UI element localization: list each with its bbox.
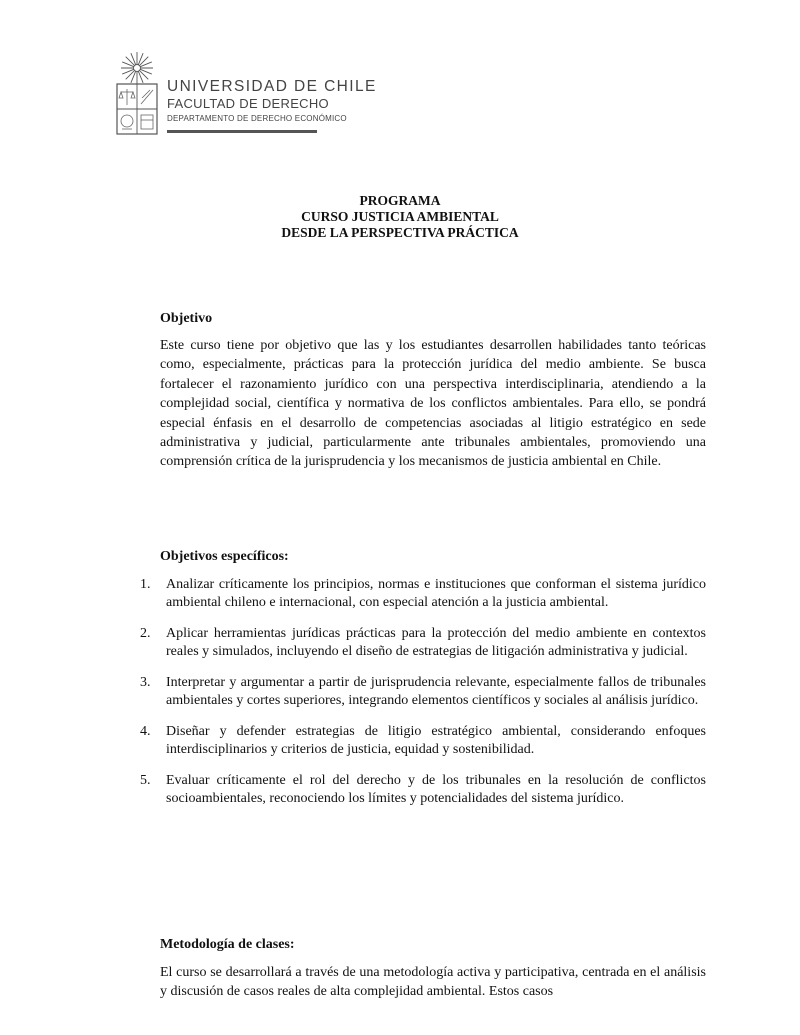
objective-heading: Objetivo [160, 311, 213, 326]
program-title-line-2: CURSO JUSTICIA AMBIENTAL [301, 209, 499, 224]
university-name: UNIVERSIDAD DE CHILE [167, 78, 377, 95]
list-item [140, 625, 706, 661]
faculty-name: FACULTAD DE DERECHO [167, 96, 329, 111]
university-crest-logo [112, 50, 162, 135]
program-title-line-3: DESDE LA PERSPECTIVA PRÁCTICA [281, 225, 519, 240]
list-item-text: Aplicar herramientas jurídicas prácticas para la protección del medio ambiente en contextos reales y simulados, incluyendo el diseño de estrategias de litigación administrativa y judicial. [166, 626, 706, 659]
program-title-line-1: PROGRAMA [359, 193, 441, 208]
objective-paragraph: Este curso tiene por objetivo que las y los estudiantes desarrollen habilidades tanto teóricas como, especialmente, prácticas para la protección jurídica del medio ambiente. Se busca fortalecer el razonamiento jurídico con una perspectiva interdisciplinaria, atendiendo a la complejidad social, científica y normativa de los conflictos ambientales. Para ello, se pondrá especial énfasis en el desarrollo de competencias asociadas al litigio estratégico en sede administrativa y judicial, particularmente ante tribunales ambientales, promoviendo una comprensión crítica de la jurisprudencia y los mecanismos de justicia ambiental en Chile. [160, 338, 706, 470]
list-item-number: 5. [140, 773, 151, 789]
list-item [140, 723, 706, 759]
list-item-number: 1. [140, 577, 151, 592]
specific-objectives-heading: Objetivos específicos: [160, 549, 289, 564]
methodology-paragraph: El curso se desarrollará a través de una metodología activa y participativa, centrada en el análisis y discusión de casos reales de alta complejidad ambiental. Estos casos [160, 965, 706, 999]
list-item-text: Diseñar y defender estrategias de litigio estratégico ambiental, considerando enfoques interdisciplinarios y criterios de justicia, equidad y sostenibilidad. [166, 724, 706, 758]
list-item-text: Evaluar críticamente el rol del derecho y de los tribunales en la resolución de conflictos socioambientales, reconociendo los límites y potencialidades del sistema jurídico. [166, 773, 706, 807]
specific-objectives-list [140, 576, 706, 821]
list-item-text: Interpretar y argumentar a partir de jurisprudencia relevante, especialmente fallos de tribunales ambientales y cortes superiores, integrando elementos científicos y sociales al análisis jurídico. [166, 675, 706, 708]
list-item-number: 4. [140, 724, 151, 740]
program-title [0, 193, 800, 241]
list-item [140, 576, 706, 612]
department-name: DEPARTAMENTO DE DERECHO ECONÓMICO [167, 114, 347, 123]
header-divider [167, 130, 317, 133]
list-item [140, 772, 706, 808]
list-item-number: 2. [140, 626, 151, 642]
list-item-text: Analizar críticamente los principios, normas e instituciones que conforman el sistema jurídico ambiental chileno e internacional, con especial atención a la justicia ambiental. [166, 577, 706, 610]
list-item-number: 3. [140, 675, 151, 691]
methodology-heading: Metodología de clases: [160, 937, 295, 952]
list-item [140, 674, 706, 710]
